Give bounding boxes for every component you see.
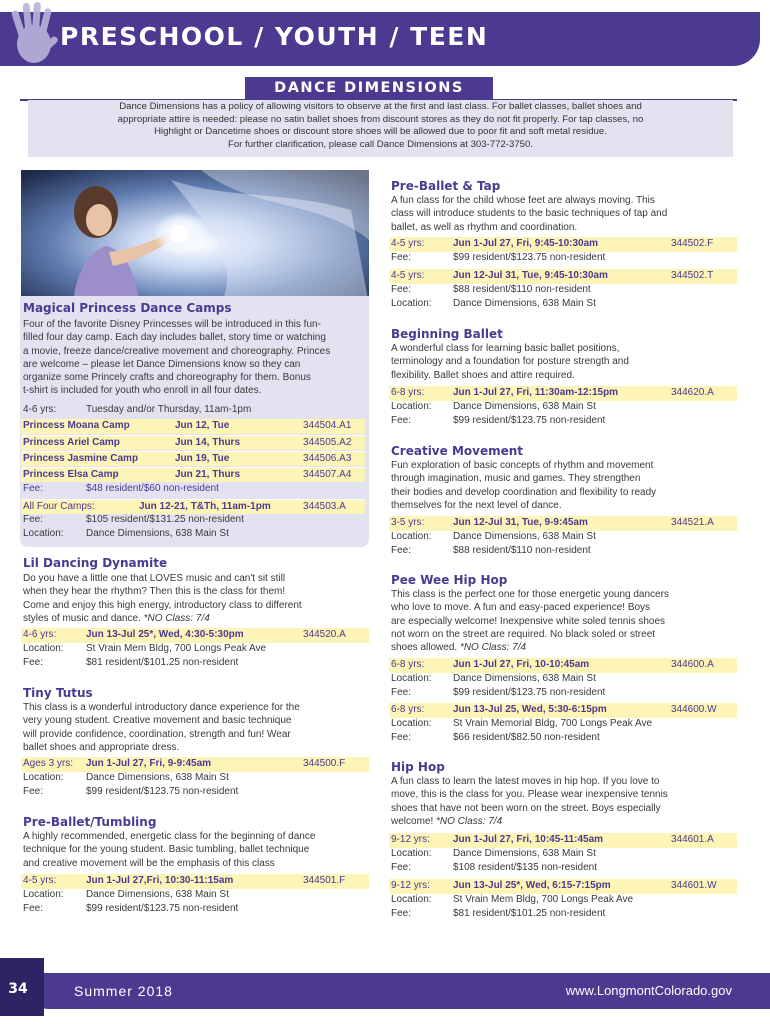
camp-date: Jun 21, Thurs [175, 469, 241, 480]
desc-line: t-shirt is included for youth who enroll in all four dates. [23, 385, 262, 397]
row-value: $81 resident/$101.25 non-resident [453, 908, 606, 919]
camp-row [21, 419, 365, 434]
session-row [21, 628, 369, 643]
camp-row [21, 435, 365, 450]
session-row [21, 757, 369, 772]
location-row [391, 400, 737, 415]
desc-text: shoes allowed. [391, 642, 460, 654]
no-class-note: *NO Class: 7/4 [143, 612, 210, 624]
desc-line: This class is a wonderful introductory dance experience for the [23, 702, 300, 713]
row-value: $81 resident/$101.25 non-resident [86, 657, 239, 668]
row-value: Jun 1-Jul 27, Fri, 9:45-10:30am [453, 238, 599, 249]
camp-date: Jun 19, Tue [175, 453, 230, 464]
row-label: 4-5 yrs: [391, 238, 425, 249]
course-title: Pee Wee Hip Hop [391, 573, 508, 587]
course-title: Tiny Tutus [23, 686, 93, 700]
row-label: Location: [391, 718, 432, 729]
intro-box [28, 100, 733, 157]
row-label: Ages 3 yrs: [23, 758, 74, 769]
camp-date: Jun 14, Thurs [175, 437, 241, 448]
row-label: Fee: [23, 786, 44, 797]
course-description [391, 459, 737, 512]
desc-line: Four of the favorite Disney Princesses will be introduced in this fun- [23, 319, 321, 330]
course-code: 344601.W [671, 880, 717, 891]
row-value: $99 resident/$123.75 non-resident [453, 415, 606, 426]
age-row [23, 403, 366, 418]
desc-line: a movie, freeze dance/creative movement and choreography. Princes [23, 345, 331, 357]
location-row [391, 717, 737, 732]
session-row [389, 658, 737, 673]
page-title: PRESCHOOL / YOUTH / TEEN [60, 22, 489, 51]
desc-line: This class is the perfect one for those energetic young dancers [391, 589, 669, 600]
row-label: All Four Camps: [23, 501, 95, 512]
row-label: Fee: [391, 545, 412, 556]
row-label: Fee: [391, 862, 412, 873]
row-value: Dance Dimensions, 638 Main St [453, 848, 596, 859]
desc-line: class will introduce students to the basic techniques of tap and [391, 208, 668, 220]
course-code: 344521.A [671, 517, 714, 528]
row-value: Jun 13-Jul 25*, Wed, 6:15-7:15pm [453, 880, 611, 891]
session-row [389, 703, 737, 718]
course-description [391, 775, 737, 828]
desc-line: are welcome – please let Dance Dimensions know so they can [23, 358, 301, 370]
camp-date: Jun 12, Tue [175, 420, 230, 431]
course-code: 344507.A4 [303, 469, 352, 480]
location-row [23, 771, 369, 786]
desc-line: and creative movement will be the emphasis of this class [23, 857, 275, 869]
desc-line: ballet, as well as rhythm and coordination. [391, 221, 578, 233]
course-title: Hip Hop [391, 760, 445, 774]
course-code: 344506.A3 [303, 453, 352, 464]
page-number: 34 [8, 981, 28, 997]
row-label: 9-12 yrs: [391, 880, 430, 891]
desc-line: very young student. Creative movement and basic technique [23, 715, 292, 727]
desc-line: themselves for the next level of dance. [391, 499, 562, 511]
row-value: $66 resident/$82.50 non-resident [453, 732, 600, 743]
camp-name: Princess Jasmine Camp [23, 453, 139, 464]
row-value: $88 resident/$110 non-resident [453, 284, 591, 295]
course-description [23, 572, 369, 625]
row-label: Fee: [23, 483, 44, 494]
row-value: $105 resident/$131.25 non-resident [86, 514, 244, 525]
fee-row [391, 907, 737, 922]
row-label: Fee: [23, 657, 44, 668]
course-code: 344600.A [671, 659, 714, 670]
row-label: Location: [23, 643, 64, 654]
course-description [23, 830, 369, 870]
fee-row [391, 731, 737, 746]
course-code: 344620.A [671, 387, 714, 398]
season-label: Summer 2018 [74, 983, 173, 999]
desc-line: Come and enjoy this high energy, introductory class to different [23, 599, 302, 611]
row-label: Fee: [23, 903, 44, 914]
course-title: Lil Dancing Dynamite [23, 556, 168, 570]
location-row [23, 527, 366, 542]
desc-line: when they hear the rhythm? Then this is the class for them! [23, 586, 286, 598]
row-value: St Vrain Mem Bldg, 700 Longs Peak Ave [453, 894, 634, 905]
course-description [391, 342, 737, 382]
desc-line: flexibility. Ballet shoes and attire required. [391, 369, 575, 381]
row-label: Location: [391, 531, 432, 542]
row-label: 4-6 yrs: [23, 629, 57, 640]
row-label: 4-6 yrs: [23, 404, 57, 415]
course-code: 344601.A [671, 834, 714, 845]
desc-line: technique for the young student. Basic tumbling, ballet technique [23, 844, 310, 856]
row-value: Jun 1-Jul 27, Fri, 9-9:45am [86, 758, 212, 769]
course-code: 344501.F [303, 875, 346, 886]
course-description [391, 194, 737, 234]
camp-name: Princess Elsa Camp [23, 469, 119, 480]
desc-line: A fun class for the child whose feet are always moving. This [391, 195, 655, 206]
row-value: Jun 1-Jul 27,Fri, 10:30-11:15am [86, 875, 234, 886]
fee-row [23, 785, 369, 800]
section-title: DANCE DIMENSIONS [245, 77, 493, 99]
course-code: 344502.F [671, 238, 714, 249]
session-row [389, 269, 737, 284]
desc-line: are especially welcome! Inexpensive white soled tennis shoes [391, 615, 666, 627]
row-label: Location: [23, 772, 64, 783]
session-row [389, 879, 737, 894]
row-value: Dance Dimensions, 638 Main St [453, 673, 596, 684]
camp-name: Princess Moana Camp [23, 420, 130, 431]
fee-row [391, 686, 737, 701]
desc-line: through imagination, music and games. They strengthen [391, 473, 641, 485]
desc-text: welcome! [391, 815, 437, 827]
website-link[interactable]: www.LongmontColorado.gov [565, 983, 732, 998]
course-code: 344500.F [303, 758, 346, 769]
course-description [23, 701, 369, 754]
row-label: 9-12 yrs: [391, 834, 430, 845]
row-label: Location: [391, 401, 432, 412]
course-title: Pre-Ballet & Tap [391, 179, 501, 193]
intro-line: Highlight or Dancetime shoes or discount store shoes will be allowed due to poor fit and soft metal residue. [154, 126, 607, 137]
row-value: Dance Dimensions, 638 Main St [453, 531, 596, 542]
location-row [391, 893, 737, 908]
course-code: 344505.A2 [303, 437, 352, 448]
camp-row [21, 467, 365, 482]
desc-line: Fun exploration of basic concepts of rhythm and movement [391, 460, 654, 471]
location-row [391, 530, 737, 545]
course-description [23, 318, 369, 398]
desc-line [23, 612, 369, 625]
session-row [21, 874, 369, 889]
desc-line: not worn on the street are required. No black soled or street [391, 628, 656, 640]
fee-row [391, 283, 737, 298]
camp-name: Princess Ariel Camp [23, 437, 120, 448]
session-row [389, 386, 737, 401]
row-value: Dance Dimensions, 638 Main St [86, 528, 229, 539]
row-label: Fee: [391, 908, 412, 919]
row-label: Fee: [23, 514, 44, 525]
row-value: $99 resident/$123.75 non-resident [453, 252, 606, 263]
row-label: Location: [391, 673, 432, 684]
desc-line [391, 641, 737, 654]
row-value: $99 resident/$123.75 non-resident [86, 786, 239, 797]
row-value: Jun 12-Jul 31, Tue, 9-9:45am [453, 517, 588, 528]
row-value: $108 resident/$135 non-resident [453, 862, 597, 873]
desc-line [391, 815, 737, 828]
session-row [389, 237, 737, 252]
row-label: Fee: [391, 732, 412, 743]
no-class-note: *NO Class: 7/4 [436, 815, 503, 827]
row-value: Jun 13-Jul 25, Wed, 5:30-6:15pm [453, 704, 607, 715]
desc-line: A wonderful class for learning basic ballet positions, [391, 343, 620, 354]
princess-photo [21, 170, 369, 304]
fee-row [23, 902, 369, 917]
handprint-icon [4, 0, 60, 70]
course-code: 344600.W [671, 704, 717, 715]
fee-row [391, 414, 737, 429]
desc-line: Do you have a little one that LOVES music and can't sit still [23, 573, 286, 584]
row-label: Location: [391, 894, 432, 905]
course-code: 344520.A [303, 629, 346, 640]
row-value: $48 resident/$60 non-resident [86, 483, 219, 494]
course-code: 344502.T [671, 270, 714, 281]
course-title: Creative Movement [391, 444, 524, 458]
row-value: $99 resident/$123.75 non-resident [453, 687, 606, 698]
course-code: 344504.A1 [303, 420, 352, 431]
session-row [389, 516, 737, 531]
all-camps-row [21, 499, 365, 514]
location-row [391, 672, 737, 687]
location-row [23, 642, 369, 657]
desc-line: organize some Princely crafts and choreography for them. Bonus [23, 372, 311, 384]
row-value: Jun 1-Jul 27, Fri, 11:30am-12:15pm [453, 387, 619, 398]
intro-line: Dance Dimensions has a policy of allowing visitors to observe at the first and last class. For ballet classes, ballet shoes and [119, 101, 642, 112]
row-label: Location: [23, 889, 64, 900]
desc-line: their bodies and develop coordination and flexibility to ready [391, 486, 657, 498]
fee-row [391, 544, 737, 559]
row-label: 4-5 yrs: [391, 270, 425, 281]
desc-line: shoes that have not been worn on the street. Boys especially [391, 802, 661, 814]
row-value: Jun 12-21, T&Th, 11am-1pm [139, 501, 271, 512]
course-title: Beginning Ballet [391, 327, 503, 341]
location-row [391, 297, 737, 312]
row-value: Jun 1-Jul 27, Fri, 10-10:45am [453, 659, 590, 670]
no-class-note: *NO Class: 7/4 [459, 642, 527, 654]
desc-line: A fun class to learn the latest moves in hip hop. If you love to [391, 776, 660, 787]
fee-row [23, 482, 366, 497]
row-value: Dance Dimensions, 638 Main St [86, 889, 229, 900]
course-description [391, 588, 737, 654]
row-value: Tuesday and/or Thursday, 11am-1pm [86, 404, 252, 415]
fee-row [23, 656, 369, 671]
row-label: 6-8 yrs: [391, 659, 425, 670]
session-row [389, 833, 737, 848]
row-label: Location: [23, 528, 64, 539]
desc-line: move, this is the class for you. Please wear inexpensive tennis [391, 789, 668, 801]
row-value: Dance Dimensions, 638 Main St [453, 401, 596, 412]
location-row [23, 888, 369, 903]
fee-row [391, 251, 737, 266]
row-label: 3-5 yrs: [391, 517, 425, 528]
row-label: 4-5 yrs: [23, 875, 57, 886]
row-value: $88 resident/$110 non-resident [453, 545, 591, 556]
row-label: Location: [391, 298, 432, 309]
location-row [391, 847, 737, 862]
desc-line: ballet shoes and appropriate dress. [23, 741, 180, 753]
fee-row [391, 861, 737, 876]
desc-line: A highly recommended, energetic class for the beginning of dance [23, 831, 316, 842]
row-label: 6-8 yrs: [391, 387, 425, 398]
desc-line: will provide confidence, coordination, strength and fun! Wear [23, 728, 291, 740]
course-code: 344503.A [303, 501, 346, 512]
row-value: Dance Dimensions, 638 Main St [453, 298, 596, 309]
row-value: St Vrain Mem Bldg, 700 Longs Peak Ave [86, 643, 267, 654]
intro-line: appropriate attire is needed: please no satin ballet shoes from discount stores as they do not fit properly. For tap classes, no [117, 113, 644, 125]
desc-line: terminology and a foundation for posture strength and [391, 356, 629, 368]
desc-text: styles of music and dance. [23, 612, 144, 624]
row-value: Dance Dimensions, 638 Main St [86, 772, 229, 783]
row-value: $99 resident/$123.75 non-resident [86, 903, 239, 914]
row-value: St Vrain Memorial Bldg, 700 Longs Peak Ave [453, 718, 653, 729]
row-label: Location: [391, 848, 432, 859]
course-title: Pre-Ballet/Tumbling [23, 815, 157, 829]
camp-row [21, 451, 365, 466]
row-label: Fee: [391, 252, 412, 263]
row-value: Jun 1-Jul 27, Fri, 10:45-11:45am [453, 834, 604, 845]
course-title: Magical Princess Dance Camps [23, 301, 232, 315]
desc-line: filled four day camp. Each day includes ballet, story time or watching [23, 332, 326, 344]
row-value: Jun 13-Jul 25*, Wed, 4:30-5:30pm [86, 629, 244, 640]
row-label: Fee: [391, 284, 412, 295]
row-value: Jun 12-Jul 31, Tue, 9:45-10:30am [453, 270, 608, 281]
row-label: 6-8 yrs: [391, 704, 425, 715]
row-label: Fee: [391, 687, 412, 698]
row-label: Fee: [391, 415, 412, 426]
intro-line: For further clarification, please call Dance Dimensions at 303-772-3750. [227, 138, 534, 150]
desc-line: who love to move. A fun and easy-paced experience! Boys [391, 602, 651, 614]
fee-row [23, 513, 366, 528]
